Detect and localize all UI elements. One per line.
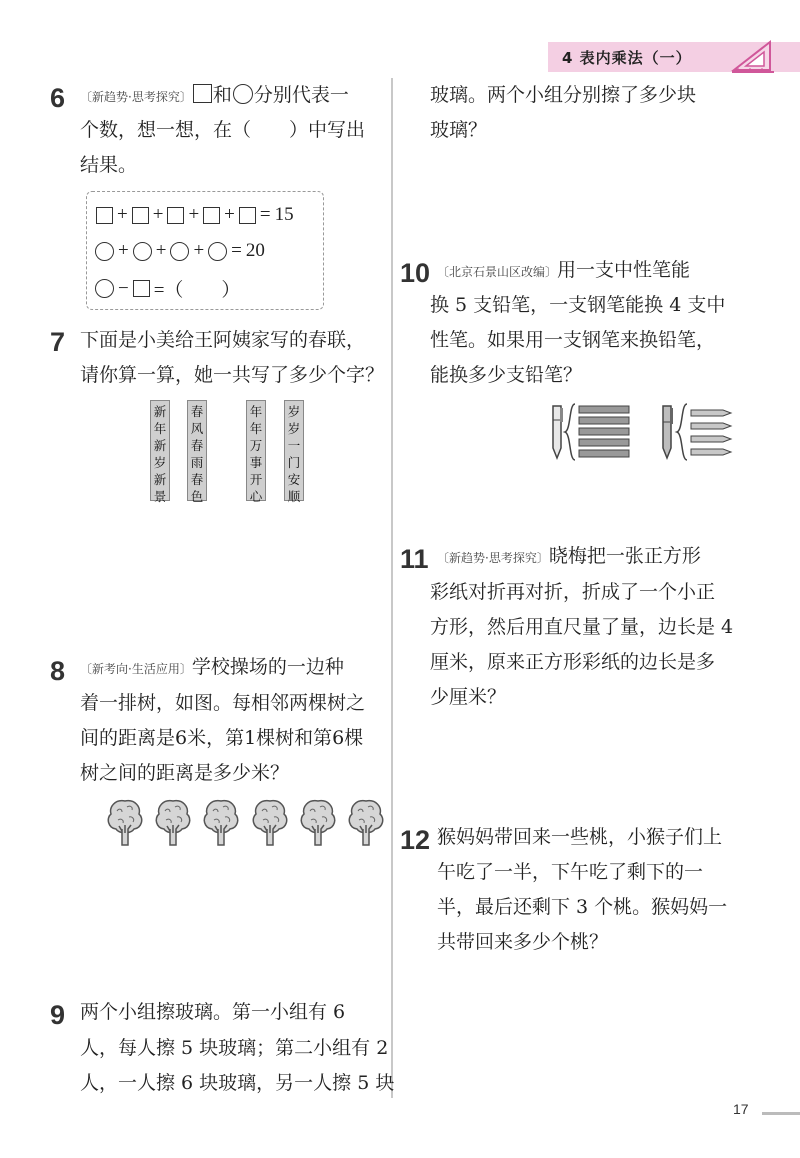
question-number-7: 7 xyxy=(50,327,66,357)
square-icon xyxy=(132,207,149,224)
couplet-char: 年 xyxy=(249,421,263,436)
circle-icon xyxy=(208,242,227,261)
square-icon xyxy=(133,280,150,297)
q6-line-1: 〔新趋势·思考探究〕 和 分别代表一 xyxy=(80,84,349,106)
couplet-char: 春 xyxy=(190,438,204,453)
square-icon xyxy=(96,207,113,224)
tree-icon xyxy=(156,801,189,845)
square-icon xyxy=(239,207,256,224)
q8-line-2: 着一排树，如图。每相邻两棵树之 xyxy=(80,692,366,714)
q9-line-4: 玻璃。两个小组分别擦了多少块 xyxy=(430,84,697,106)
couplet-char: 年 xyxy=(249,404,263,419)
question-number-6: 6 xyxy=(50,83,66,113)
couplet-char: 一 xyxy=(287,438,301,453)
question-number-11: 11 xyxy=(400,544,429,574)
q11-line-5: 少厘米？ xyxy=(430,686,507,708)
couplet-char: 岁 xyxy=(287,421,301,436)
couplet-char: 安 xyxy=(287,472,301,487)
q9-line-2: 人，每人擦 5 块玻璃；第二小组有 2 xyxy=(80,1037,389,1059)
circle-icon xyxy=(133,242,152,261)
couplet-char: 万 xyxy=(249,438,263,453)
equation-circles: + + + = 20 xyxy=(95,240,265,262)
question-number-10: 10 xyxy=(400,258,431,288)
q10-line-1: 〔北京石景山区改编〕用一支中性笔能 xyxy=(437,259,691,281)
couplet-char: 雨 xyxy=(190,455,204,470)
couplet-char: 新 xyxy=(153,404,167,419)
q9-line-3: 人，一人擦 6 块玻璃，另一人擦 5 块 xyxy=(80,1072,395,1094)
couplet-scroll-1 xyxy=(150,400,170,504)
q12-line-2: 午吃了一半，下午吃了剩下的一 xyxy=(437,861,704,883)
q9-line-5: 玻璃？ xyxy=(430,119,488,141)
brace-icon xyxy=(565,404,575,460)
couplet-scroll-2 xyxy=(187,400,207,504)
pencils-five-icon xyxy=(579,406,629,457)
circle-icon xyxy=(95,242,114,261)
equation-answer: − =（ ） xyxy=(95,275,240,302)
gel-pen-icon xyxy=(553,406,563,458)
q11-line-1: 〔新趋势·思考探究〕晓梅把一张正方形 xyxy=(437,545,701,567)
couplet-char: 门 xyxy=(287,455,301,470)
q11-line-4: 厘米，原来正方形彩纸的边长是多 xyxy=(430,651,716,673)
q8-line-1: 〔新考向·生活应用〕学校操场的一边种 xyxy=(80,656,344,678)
square-symbol-icon xyxy=(193,84,212,103)
question-number-8: 8 xyxy=(50,656,66,686)
circle-icon xyxy=(95,279,114,298)
couplet-char: 事 xyxy=(249,455,263,470)
fountain-pen-icon xyxy=(663,406,673,458)
couplet-char: 景 xyxy=(153,489,167,504)
tree-row xyxy=(105,795,385,850)
q9-line-1: 两个小组擦玻璃。第一小组有 6 xyxy=(80,1001,346,1023)
tree-icon xyxy=(253,801,286,845)
couplet-scroll-3 xyxy=(246,400,266,504)
couplet-char: 春 xyxy=(190,472,204,487)
couplet-text xyxy=(285,403,303,505)
column-divider xyxy=(391,78,393,1098)
set-square-ruler-icon xyxy=(730,38,776,74)
couplet-char: 年 xyxy=(153,421,167,436)
gel-pens-four-icon xyxy=(691,410,731,455)
question-number-9: 9 xyxy=(50,1000,66,1030)
couplet-char: 开 xyxy=(249,472,263,487)
square-icon xyxy=(167,207,184,224)
couplet-char: 色 xyxy=(190,489,204,504)
couplet-text xyxy=(188,403,206,505)
q6-line-3: 结果。 xyxy=(80,154,138,176)
couplet-char: 岁 xyxy=(287,404,301,419)
q7-line-1: 下面是小美给王阿姨家写的春联， xyxy=(80,329,366,351)
couplet-char: 心 xyxy=(249,489,263,504)
q12-line-4: 共带回来多少个桃？ xyxy=(437,931,609,953)
brace-icon xyxy=(677,404,687,460)
equation-squares: + + + + = 15 xyxy=(96,204,294,226)
couplet-char: 岁 xyxy=(153,455,167,470)
couplet-char: 春 xyxy=(190,404,204,419)
q11-line-2: 彩纸对折再对折，折成了一个小正 xyxy=(430,581,716,603)
question-number-12: 12 xyxy=(400,825,431,855)
q12-line-1: 猴妈妈带回来一些桃，小猴子们上 xyxy=(437,826,723,848)
q10-line-2: 换 5 支铅笔，一支钢笔能换 4 支中 xyxy=(430,294,726,316)
q6-tag: 〔新趋势·思考探究〕 xyxy=(80,90,192,104)
circle-icon xyxy=(170,242,189,261)
q10-tag: 〔北京石景山区改编〕 xyxy=(437,265,558,279)
circle-symbol-icon xyxy=(233,84,253,104)
chapter-title: 4 表内乘法（一） xyxy=(562,49,692,67)
q8-tag: 〔新考向·生活应用〕 xyxy=(80,662,192,676)
couplet-scroll-4 xyxy=(284,400,304,504)
footer-rule xyxy=(762,1112,800,1115)
page-number: 17 xyxy=(733,1101,749,1117)
couplet-char: 风 xyxy=(190,421,204,436)
couplet-char: 新 xyxy=(153,472,167,487)
tree-icon xyxy=(301,801,334,845)
q10-line-3: 性笔。如果用一支钢笔来换铅笔， xyxy=(430,329,716,351)
tree-icon xyxy=(108,801,141,845)
tree-icon xyxy=(204,801,237,845)
q8-line-4: 树之间的距离是多少米？ xyxy=(80,762,290,784)
answer-blank[interactable]: =（ ） xyxy=(153,280,241,301)
q6-line-2: 个数，想一想，在（ ）中写出 xyxy=(80,119,366,141)
square-icon xyxy=(203,207,220,224)
q12-line-3: 半，最后还剩下 3 个桃。猴妈妈一 xyxy=(437,896,728,918)
couplet-char: 新 xyxy=(153,438,167,453)
couplet-text xyxy=(151,403,169,505)
pen-exchange-illustration xyxy=(545,400,735,465)
couplet-text xyxy=(247,403,265,505)
q7-line-2: 请你算一算，她一共写了多少个字？ xyxy=(80,364,385,386)
q11-tag: 〔新趋势·思考探究〕 xyxy=(437,551,549,565)
tree-icon xyxy=(349,801,382,845)
q8-line-3: 间的距离是6米，第1棵树和第6棵 xyxy=(80,727,364,749)
couplet-char: 顺 xyxy=(287,489,301,504)
q10-line-4: 能换多少支铅笔？ xyxy=(430,364,583,386)
q11-line-3: 方形，然后用直尺量了量，边长是 4 xyxy=(430,616,734,638)
